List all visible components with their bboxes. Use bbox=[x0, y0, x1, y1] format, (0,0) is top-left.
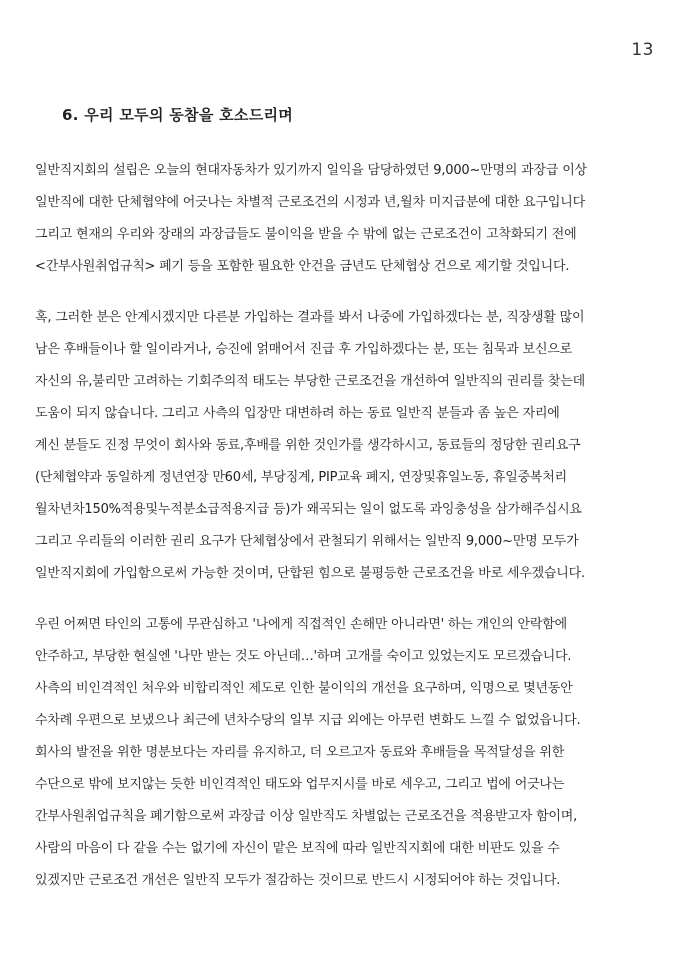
text-line: 사측의 비인격적인 처우와 비합리적인 제도로 인한 불이익의 개선을 요구하며, 익명으로 몇년동안 bbox=[35, 681, 573, 696]
text-line: 사람의 마음이 다 같을 수는 없기에 자신이 맡은 보직에 따라 일반직지회에 대한 비판도 있을 수 bbox=[35, 841, 560, 856]
text-line: 일반직지회에 가입함으로써 가능한 것이며, 단합된 힘으로 불평등한 근로조건을 바로 세우겠습니다. bbox=[35, 566, 585, 581]
text-line: 자신의 유,불리만 고려하는 기회주의적 태도는 부당한 근로조건을 개선하여 일반직의 권리를 찾는데 bbox=[35, 374, 585, 389]
section-heading: 6. 우리 모두의 동참을 호소드리며 bbox=[62, 106, 294, 124]
text-line: 있겠지만 근로조건 개선은 일반직 모두가 절감하는 것이므로 반드시 시정되어야 하는 것입니다. bbox=[35, 873, 561, 888]
paragraph bbox=[35, 302, 667, 590]
text-line: 간부사원취업규칙을 폐기함으로써 과장급 이상 일반직도 차별없는 근로조건을 적용받고자 함이며, bbox=[35, 809, 578, 824]
text-line: 그리고 현재의 우리와 장래의 과장급들도 불이익을 받을 수 밖에 없는 근로조건이 고착화되기 전에 bbox=[35, 227, 577, 242]
text-line: 일반직에 대한 단체협약에 어긋나는 차별적 근로조건의 시정과 년,월차 미지급분에 대한 요구입니다 bbox=[35, 195, 585, 210]
text-line: 혹, 그러한 분은 안계시겠지만 다른분 가입하는 결과를 봐서 나중에 가입하겠다는 분, 직장생활 많이 bbox=[35, 310, 585, 325]
paragraph bbox=[35, 155, 667, 283]
text-line: 도움이 되지 않습니다. 그리고 사측의 입장만 대변하려 하는 동료 일반직 분들과 좀 높은 자리에 bbox=[35, 406, 560, 421]
text-line: 그리고 우리들의 이러한 권리 요구가 단체협상에서 관철되기 위해서는 일반직 9,000~만명 모두가 bbox=[35, 534, 579, 549]
text-line: 계신 분들도 진정 무엇이 회사와 동료,후배를 위한 것인가를 생각하시고, 동료들의 정당한 권리요구 bbox=[35, 438, 581, 453]
text-line: 우린 어쩌면 타인의 고통에 무관심하고 '나에게 직접적인 손해만 아니라면' 하는 개인의 안락함에 bbox=[35, 617, 567, 632]
text-line: 수단으로 밖에 보지않는 듯한 비인격적인 태도와 업무지시를 바로 세우고, 그리고 법에 어긋나는 bbox=[35, 777, 565, 792]
page-number: 13 bbox=[631, 40, 654, 60]
text-line: 남은 후배들이나 할 일이라거나, 승진에 얽매어서 진급 후 가입하겠다는 분, 또는 침묵과 보신으로 bbox=[35, 342, 573, 357]
text-line: <간부사원취업규칙> 폐기 등을 포함한 필요한 안건을 금년도 단체협상 건으로 제기할 것입니다. bbox=[35, 259, 570, 274]
paragraph bbox=[35, 609, 667, 897]
body-text bbox=[35, 155, 667, 916]
text-line: 월차년차150%적용및누적분소급적용지급 등)가 왜곡되는 일이 없도록 과잉충성을 삼가해주십시요 bbox=[35, 502, 582, 517]
text-line: 안주하고, 부당한 현실엔 '나만 받는 것도 아닌데…'하며 고개를 숙이고 있었는지도 모르겠습니다. bbox=[35, 649, 572, 664]
text-line: 일반직지회의 설립은 오늘의 현대자동차가 있기까지 일익을 담당하였던 9,000~만명의 과장급 이상 bbox=[35, 163, 587, 178]
text-line: 수차례 우편으로 보냈으나 최근에 년차수당의 일부 지급 외에는 아무런 변화도 느낄 수 없었읍니다. bbox=[35, 713, 581, 728]
text-line: (단체협약과 동일하게 정년연장 만60세, 부당징계, PIP교육 폐지, 연장및휴일노동, 휴일중복처리 bbox=[35, 470, 568, 485]
text-line: 회사의 발전을 위한 명분보다는 자리를 유지하고, 더 오르고자 동료와 후배들을 목적달성을 위한 bbox=[35, 745, 565, 760]
